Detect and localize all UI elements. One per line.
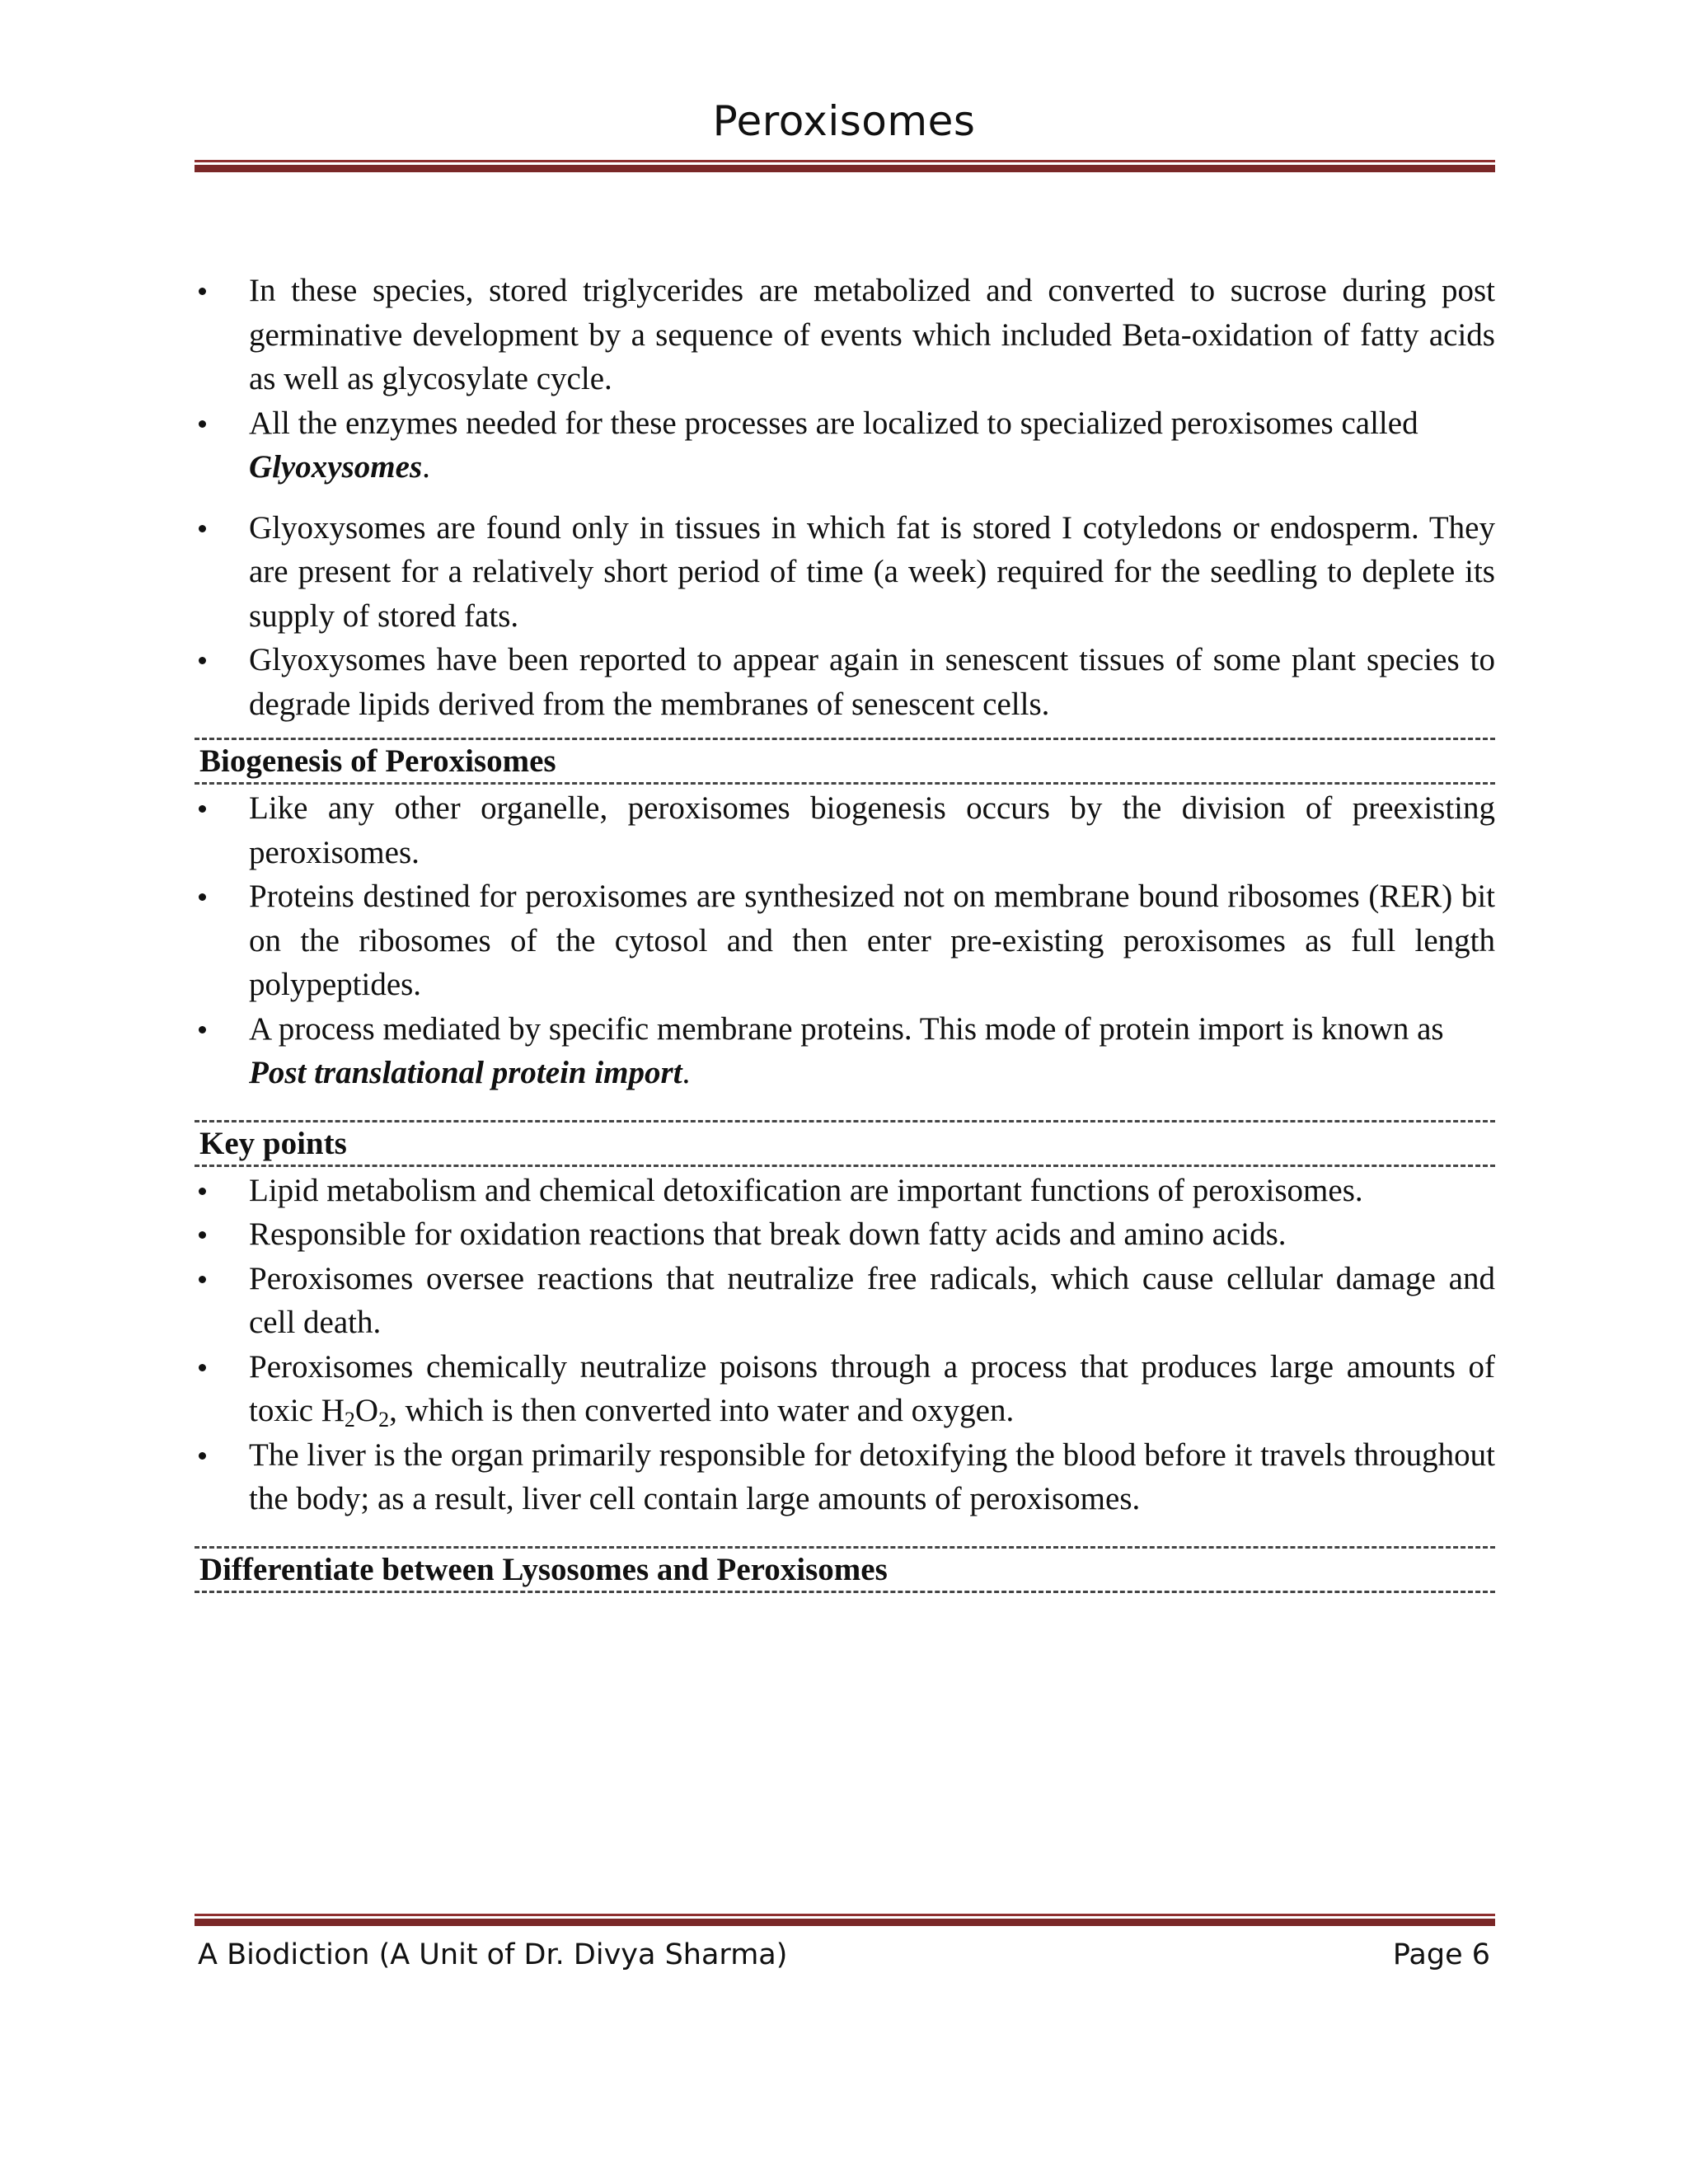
list-item: Glyoxysomes have been reported to appear again in senescent tissues of some plant species to degrade lipids derived from the membranes of senescent cells. — [195, 638, 1495, 726]
list-item: Lipid metabolism and chemical detoxification are important functions of peroxisomes. — [195, 1169, 1495, 1213]
section-heading-biogenesis: Biogenesis of Peroxisomes — [195, 738, 1495, 785]
header-rule — [195, 160, 1495, 172]
page-title: Peroxisomes — [712, 97, 976, 145]
footer-source: A Biodiction (A Unit of Dr. Divya Sharma) — [198, 1938, 788, 1971]
list-item-text: A process mediated by specific membrane proteins. This mode of protein import is known as — [249, 1010, 1444, 1047]
list-item: In these species, stored triglycerides are metabolized and converted to sucrose during post germinative development by a sequence of events which included Beta-oxidation of fatty acids as well as glycosylate cycle. — [195, 269, 1495, 401]
list-item: Like any other organelle, peroxisomes biogenesis occurs by the division of preexisting peroxisomes. — [195, 786, 1495, 874]
list-item — [195, 401, 1495, 490]
glyoxysome-list — [195, 506, 1495, 727]
punctuation: . — [682, 1055, 691, 1090]
section-heading-differentiate: Differentiate between Lysosomes and Peroxisomes — [195, 1546, 1495, 1593]
formula-oxygen: O — [354, 1393, 379, 1428]
list-item-text: All the enzymes needed for these processes are localized to specialized peroxisomes called — [249, 405, 1418, 441]
list-item: Peroxisomes oversee reactions that neutralize free radicals, which cause cellular damage and cell death. — [195, 1257, 1495, 1345]
punctuation: . — [422, 449, 430, 485]
list-item — [195, 1007, 1495, 1095]
list-item: Proteins destined for peroxisomes are synthesized not on membrane bound ribosomes (RER) bit on the ribosomes of the cytosol and then enter pre-existing peroxisomes as full length polypeptides. — [195, 874, 1495, 1007]
footer-rule — [195, 1914, 1495, 1926]
biogenesis-list — [195, 786, 1495, 1095]
list-item-text-tail: , which is then converted into water and oxygen. — [389, 1393, 1015, 1428]
list-item: The liver is the organ primarily responsible for detoxifying the blood before it travels throughout the body; as a result, liver cell contain large amounts of peroxisomes. — [195, 1433, 1495, 1521]
intro-list — [195, 269, 1495, 490]
list-item-text: Peroxisomes chemically neutralize poisons through a process that produces large amounts of toxic H — [249, 1348, 1495, 1428]
list-item: Responsible for oxidation reactions that break down fatty acids and amino acids. — [195, 1212, 1495, 1257]
subscript: 2 — [378, 1408, 390, 1432]
key-points-list — [195, 1169, 1495, 1521]
section-heading-key-points: Key points — [195, 1120, 1495, 1167]
emphasis-post-translational: Post translational protein import — [249, 1055, 682, 1090]
list-item — [195, 1345, 1495, 1433]
subscript: 2 — [344, 1408, 355, 1432]
page-number: Page 6 — [1392, 1938, 1490, 1971]
main-content — [195, 269, 1495, 1595]
emphasis-glyoxysomes: Glyoxysomes — [249, 449, 423, 485]
list-item: Glyoxysomes are found only in tissues in which fat is stored I cotyledons or endosperm. They are present for a relatively short period of time (a week) required for the seedling to deplete its supply of stored fats. — [195, 506, 1495, 639]
